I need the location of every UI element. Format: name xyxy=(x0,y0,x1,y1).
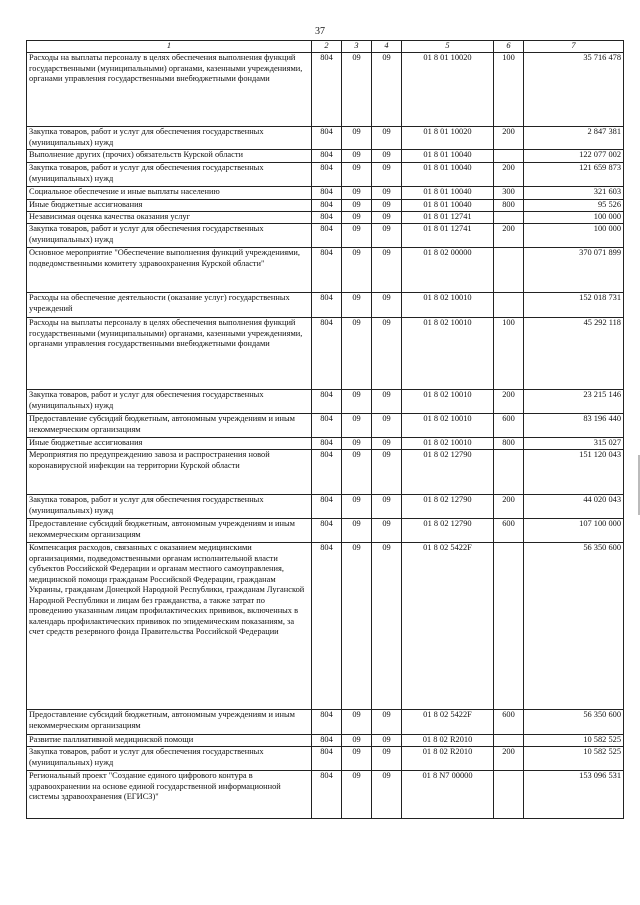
cell-name: Расходы на обеспечение деятельности (оказание услуг) государственных учреждений xyxy=(27,293,312,318)
cell-csr: 01 8 02 10010 xyxy=(402,318,494,390)
cell-grbs: 804 xyxy=(312,747,342,771)
cell-pr: 09 xyxy=(372,390,402,414)
cell-name: Компенсация расходов, связанных с оказанием медицинскими организациями, подведомственными органам исполнительной власти субъектов Российской Федерации и органам местного самоуправления, медицинской помощи гражданам Российской Федерации, гражданам Украины, гражданам Донецкой Народной Республики, гражданам Луганской Народной Республики и лицам без гражданства, а также затрат по проведению указанным лицам профилактических прививок, включенных в календарь профилактических прививок по эпидемическим показаниям, за счет средств резервного фонда Правительства Российской Федерации xyxy=(27,543,312,710)
table-row xyxy=(27,53,624,127)
cell-vr: 200 xyxy=(494,747,524,771)
table-row xyxy=(27,224,624,248)
cell-name: Региональный проект "Создание единого цифрового контура в здравоохранении на основе единой государственной информационной системы здравоохранения (ЕГИСЗ)" xyxy=(27,771,312,819)
table-row xyxy=(27,200,624,212)
budget-table xyxy=(26,40,624,819)
cell-grbs: 804 xyxy=(312,163,342,187)
cell-pr: 09 xyxy=(372,53,402,127)
cell-pr: 09 xyxy=(372,519,402,543)
table-row xyxy=(27,438,624,450)
cell-csr: 01 8 01 10020 xyxy=(402,53,494,127)
cell-rz: 09 xyxy=(342,53,372,127)
cell-sum: 83 196 440 xyxy=(524,414,624,438)
cell-grbs: 804 xyxy=(312,150,342,163)
cell-grbs: 804 xyxy=(312,495,342,519)
cell-rz: 09 xyxy=(342,212,372,224)
table-row xyxy=(27,771,624,819)
cell-csr: 01 8 01 10020 xyxy=(402,127,494,150)
cell-pr: 09 xyxy=(372,212,402,224)
cell-rz: 09 xyxy=(342,450,372,495)
table-row xyxy=(27,318,624,390)
cell-grbs: 804 xyxy=(312,414,342,438)
cell-vr xyxy=(494,543,524,710)
cell-sum: 23 215 146 xyxy=(524,390,624,414)
cell-grbs: 804 xyxy=(312,224,342,248)
cell-csr: 01 8 02 R2010 xyxy=(402,747,494,771)
cell-grbs: 804 xyxy=(312,53,342,127)
cell-grbs: 804 xyxy=(312,710,342,735)
cell-vr xyxy=(494,293,524,318)
cell-pr: 09 xyxy=(372,735,402,747)
cell-name: Основное мероприятие "Обеспечение выполнения функций учреждениями, подведомственными комитету здравоохранения Курской области" xyxy=(27,248,312,293)
cell-csr: 01 8 02 00000 xyxy=(402,248,494,293)
cell-csr: 01 8 01 10040 xyxy=(402,200,494,212)
cell-name: Предоставление субсидий бюджетным, автономным учреждениям и иным некоммерческим организациям xyxy=(27,519,312,543)
cell-name: Социальное обеспечение и иные выплаты населению xyxy=(27,187,312,200)
cell-rz: 09 xyxy=(342,127,372,150)
cell-grbs: 804 xyxy=(312,200,342,212)
cell-sum: 100 000 xyxy=(524,224,624,248)
cell-vr: 200 xyxy=(494,163,524,187)
header-cell: 2 xyxy=(312,41,342,53)
table-row xyxy=(27,248,624,293)
cell-sum: 107 100 000 xyxy=(524,519,624,543)
cell-pr: 09 xyxy=(372,163,402,187)
cell-pr: 09 xyxy=(372,187,402,200)
cell-grbs: 804 xyxy=(312,127,342,150)
cell-rz: 09 xyxy=(342,248,372,293)
table-row xyxy=(27,212,624,224)
cell-rz: 09 xyxy=(342,495,372,519)
cell-grbs: 804 xyxy=(312,519,342,543)
cell-rz: 09 xyxy=(342,519,372,543)
cell-rz: 09 xyxy=(342,390,372,414)
cell-vr: 200 xyxy=(494,127,524,150)
cell-csr: 01 8 02 10010 xyxy=(402,293,494,318)
cell-rz: 09 xyxy=(342,163,372,187)
cell-sum: 10 582 525 xyxy=(524,747,624,771)
cell-pr: 09 xyxy=(372,224,402,248)
cell-name: Закупка товаров, работ и услуг для обеспечения государственных (муниципальных) нужд xyxy=(27,127,312,150)
cell-sum: 95 526 xyxy=(524,200,624,212)
cell-csr: 01 8 01 10040 xyxy=(402,187,494,200)
cell-sum: 315 027 xyxy=(524,438,624,450)
cell-vr xyxy=(494,735,524,747)
cell-csr: 01 8 02 5422F xyxy=(402,710,494,735)
cell-grbs: 804 xyxy=(312,390,342,414)
cell-grbs: 804 xyxy=(312,771,342,819)
cell-rz: 09 xyxy=(342,150,372,163)
cell-name: Иные бюджетные ассигнования xyxy=(27,200,312,212)
cell-vr: 100 xyxy=(494,53,524,127)
cell-vr xyxy=(494,771,524,819)
cell-pr: 09 xyxy=(372,495,402,519)
header-cell: 5 xyxy=(402,41,494,53)
cell-sum: 370 071 899 xyxy=(524,248,624,293)
cell-sum: 10 582 525 xyxy=(524,735,624,747)
cell-csr: 01 8 02 12790 xyxy=(402,519,494,543)
cell-rz: 09 xyxy=(342,293,372,318)
cell-vr: 100 xyxy=(494,318,524,390)
cell-rz: 09 xyxy=(342,187,372,200)
cell-sum: 56 350 600 xyxy=(524,710,624,735)
cell-name: Предоставление субсидий бюджетным, автономным учреждениям и иным некоммерческим организациям xyxy=(27,414,312,438)
table-row xyxy=(27,187,624,200)
cell-sum: 45 292 118 xyxy=(524,318,624,390)
cell-sum: 100 000 xyxy=(524,212,624,224)
cell-vr: 600 xyxy=(494,414,524,438)
table-row xyxy=(27,747,624,771)
table-body xyxy=(27,53,624,819)
cell-sum: 44 020 043 xyxy=(524,495,624,519)
cell-pr: 09 xyxy=(372,200,402,212)
cell-rz: 09 xyxy=(342,543,372,710)
cell-name: Мероприятия по предупреждению завоза и распространения новой коронавирусной инфекции на территории Курской области xyxy=(27,450,312,495)
table-row xyxy=(27,414,624,438)
cell-sum: 151 120 043 xyxy=(524,450,624,495)
cell-vr xyxy=(494,248,524,293)
cell-vr: 200 xyxy=(494,495,524,519)
cell-name: Закупка товаров, работ и услуг для обеспечения государственных (муниципальных) нужд xyxy=(27,224,312,248)
cell-pr: 09 xyxy=(372,543,402,710)
cell-grbs: 804 xyxy=(312,248,342,293)
cell-pr: 09 xyxy=(372,150,402,163)
cell-name: Иные бюджетные ассигнования xyxy=(27,438,312,450)
header-cell: 1 xyxy=(27,41,312,53)
cell-name: Выполнение других (прочих) обязательств Курской области xyxy=(27,150,312,163)
page-number: 37 xyxy=(315,26,325,37)
table-row xyxy=(27,127,624,150)
cell-vr: 600 xyxy=(494,519,524,543)
cell-csr: 01 8 N7 00000 xyxy=(402,771,494,819)
cell-vr xyxy=(494,212,524,224)
cell-sum: 56 350 600 xyxy=(524,543,624,710)
cell-grbs: 804 xyxy=(312,543,342,710)
cell-grbs: 804 xyxy=(312,735,342,747)
header-cell: 4 xyxy=(372,41,402,53)
cell-csr: 01 8 01 10040 xyxy=(402,150,494,163)
cell-sum: 35 716 478 xyxy=(524,53,624,127)
cell-vr: 800 xyxy=(494,200,524,212)
cell-pr: 09 xyxy=(372,318,402,390)
table-row xyxy=(27,450,624,495)
cell-name: Закупка товаров, работ и услуг для обеспечения государственных (муниципальных) нужд xyxy=(27,390,312,414)
cell-grbs: 804 xyxy=(312,450,342,495)
cell-grbs: 804 xyxy=(312,318,342,390)
cell-vr: 300 xyxy=(494,187,524,200)
cell-csr: 01 8 02 10010 xyxy=(402,438,494,450)
cell-vr xyxy=(494,450,524,495)
table-row xyxy=(27,163,624,187)
table-row xyxy=(27,519,624,543)
cell-csr: 01 8 02 R2010 xyxy=(402,735,494,747)
cell-csr: 01 8 02 10010 xyxy=(402,414,494,438)
cell-name: Закупка товаров, работ и услуг для обеспечения государственных (муниципальных) нужд xyxy=(27,495,312,519)
cell-sum: 122 077 002 xyxy=(524,150,624,163)
cell-name: Закупка товаров, работ и услуг для обеспечения государственных (муниципальных) нужд xyxy=(27,747,312,771)
cell-csr: 01 8 01 10040 xyxy=(402,163,494,187)
cell-vr: 600 xyxy=(494,710,524,735)
cell-pr: 09 xyxy=(372,293,402,318)
cell-rz: 09 xyxy=(342,224,372,248)
cell-pr: 09 xyxy=(372,710,402,735)
cell-csr: 01 8 01 12741 xyxy=(402,212,494,224)
cell-grbs: 804 xyxy=(312,438,342,450)
header-cell: 6 xyxy=(494,41,524,53)
cell-vr: 200 xyxy=(494,390,524,414)
cell-name: Развитие паллиативной медицинской помощи xyxy=(27,735,312,747)
cell-vr xyxy=(494,150,524,163)
cell-rz: 09 xyxy=(342,414,372,438)
cell-name: Расходы на выплаты персоналу в целях обеспечения выполнения функций государственными (муниципальными) органами, казенными учреждениями, органами управления государственными внебюджетными фондами xyxy=(27,318,312,390)
header-row xyxy=(27,41,624,53)
cell-csr: 01 8 02 12790 xyxy=(402,495,494,519)
cell-pr: 09 xyxy=(372,414,402,438)
cell-grbs: 804 xyxy=(312,212,342,224)
cell-csr: 01 8 02 12790 xyxy=(402,450,494,495)
table-row xyxy=(27,710,624,735)
header-cell: 3 xyxy=(342,41,372,53)
table-row xyxy=(27,495,624,519)
cell-rz: 09 xyxy=(342,771,372,819)
cell-vr: 800 xyxy=(494,438,524,450)
cell-pr: 09 xyxy=(372,771,402,819)
cell-name: Предоставление субсидий бюджетным, автономным учреждениям и иным некоммерческим организациям xyxy=(27,710,312,735)
cell-grbs: 804 xyxy=(312,187,342,200)
cell-pr: 09 xyxy=(372,747,402,771)
cell-name: Расходы на выплаты персоналу в целях обеспечения выполнения функций государственными (муниципальными) органами, казенными учреждениями, органами управления государственными внебюджетными фондами xyxy=(27,53,312,127)
cell-pr: 09 xyxy=(372,438,402,450)
cell-name: Закупка товаров, работ и услуг для обеспечения государственных (муниципальных) нужд xyxy=(27,163,312,187)
cell-name: Независимая оценка качества оказания услуг xyxy=(27,212,312,224)
cell-csr: 01 8 02 10010 xyxy=(402,390,494,414)
cell-rz: 09 xyxy=(342,710,372,735)
cell-pr: 09 xyxy=(372,450,402,495)
cell-sum: 2 847 381 xyxy=(524,127,624,150)
cell-rz: 09 xyxy=(342,735,372,747)
cell-sum: 321 603 xyxy=(524,187,624,200)
table-row xyxy=(27,543,624,710)
cell-rz: 09 xyxy=(342,318,372,390)
cell-pr: 09 xyxy=(372,248,402,293)
cell-sum: 152 018 731 xyxy=(524,293,624,318)
cell-sum: 153 096 531 xyxy=(524,771,624,819)
cell-csr: 01 8 01 12741 xyxy=(402,224,494,248)
cell-grbs: 804 xyxy=(312,293,342,318)
cell-csr: 01 8 02 5422F xyxy=(402,543,494,710)
table-row xyxy=(27,150,624,163)
cell-vr: 200 xyxy=(494,224,524,248)
cell-rz: 09 xyxy=(342,747,372,771)
table-row xyxy=(27,735,624,747)
table-row xyxy=(27,293,624,318)
cell-pr: 09 xyxy=(372,127,402,150)
table-row xyxy=(27,390,624,414)
header-cell: 7 xyxy=(524,41,624,53)
cell-rz: 09 xyxy=(342,438,372,450)
cell-rz: 09 xyxy=(342,200,372,212)
cell-sum: 121 659 873 xyxy=(524,163,624,187)
